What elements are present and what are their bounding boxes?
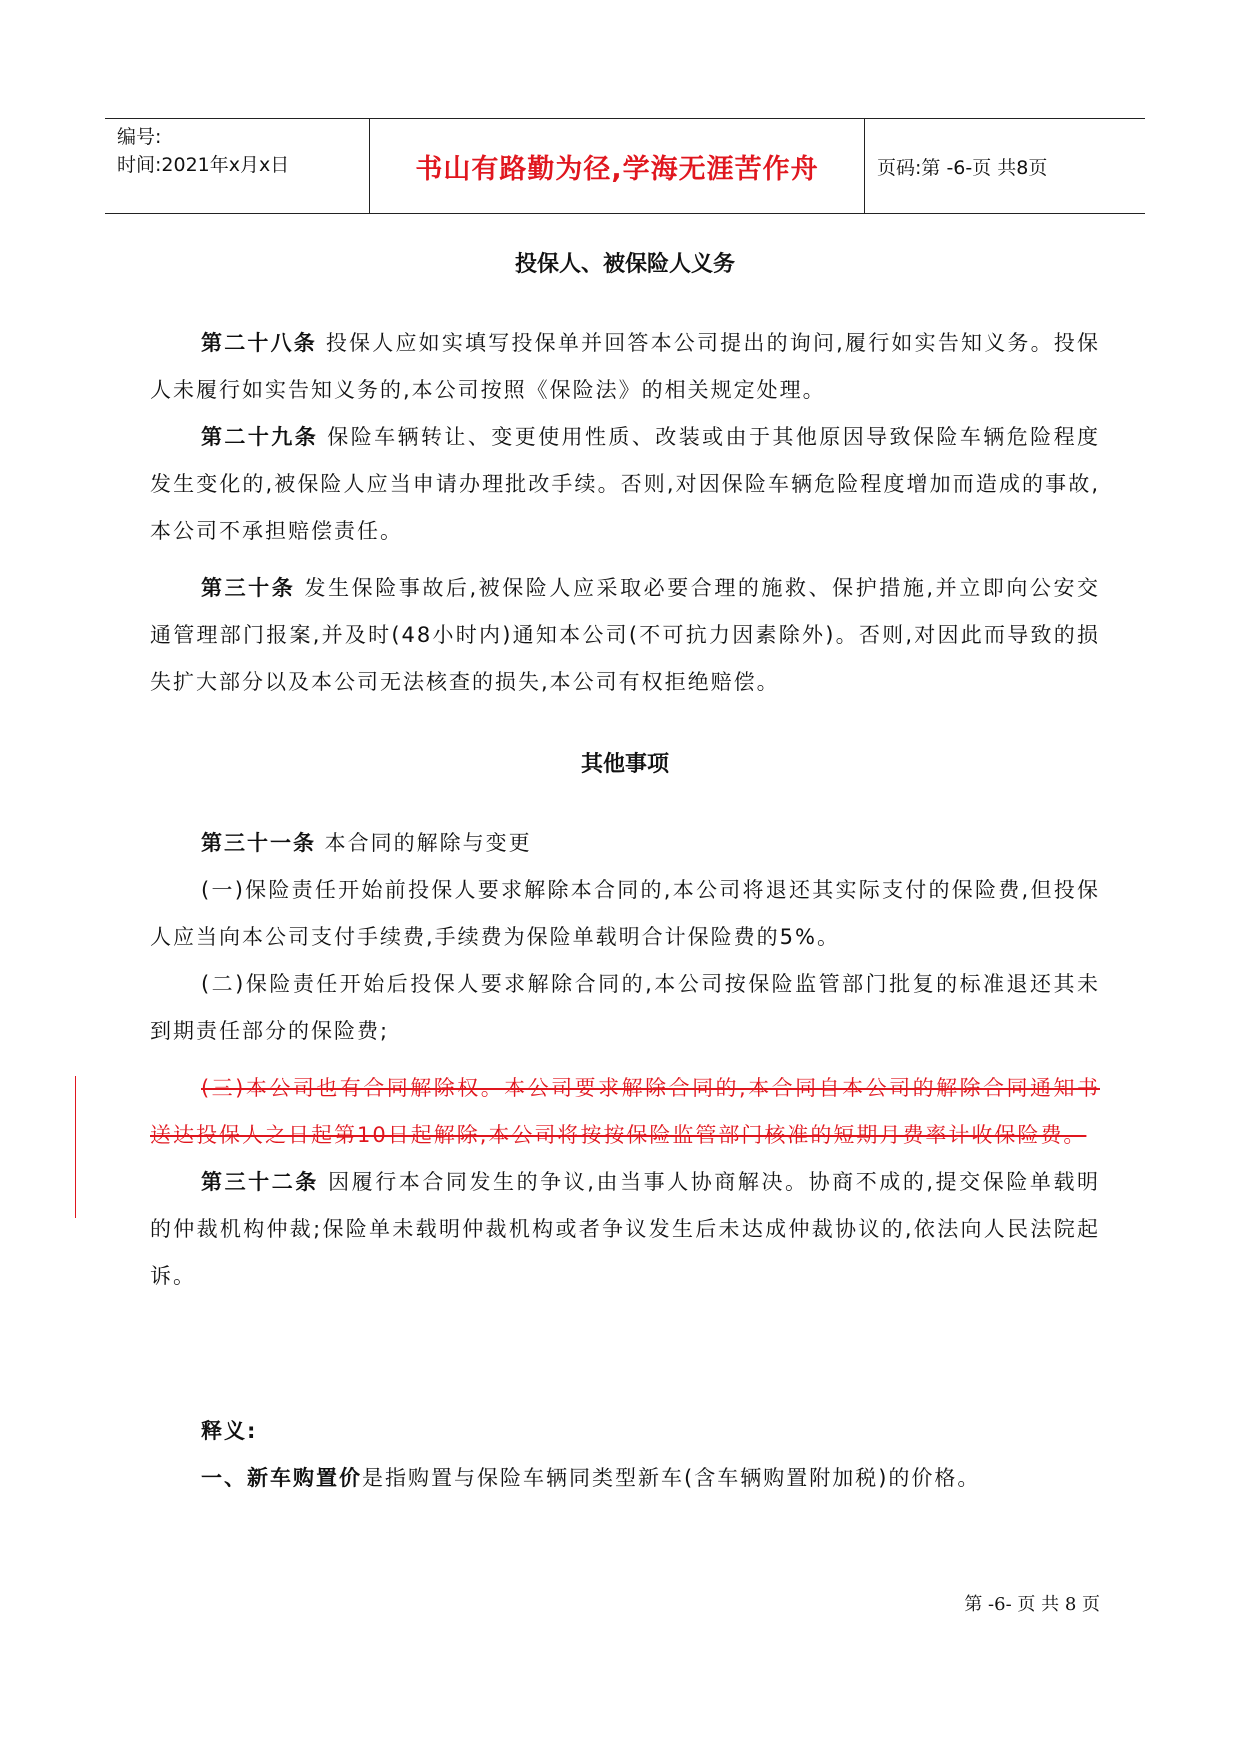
article-label: 第三十一条 (201, 831, 316, 855)
article-30 (150, 565, 1100, 706)
definitions-section (150, 1408, 1100, 1502)
header-page-cell (865, 119, 1145, 213)
definitions-heading: 释义: (201, 1419, 258, 1443)
document-date: 时间:2021年x月x日 (117, 154, 290, 176)
article-31 (150, 820, 1100, 867)
other-section (150, 820, 1100, 1300)
document-number-label: 编号: (117, 126, 162, 148)
article-text: 投保人应如实填写投保单并回答本公司提出的询问,履行如实告知义务。投保人未履行如实告知义务的,本公司按照《保险法》的相关规定处理。 (150, 331, 1100, 402)
article-label: 第三十二条 (201, 1170, 319, 1194)
definition-text: 是指购置与保险车辆同类型新车(含车辆购置附加税)的价格。 (362, 1466, 981, 1490)
article-31-item-3-deleted: (三)本公司也有合同解除权。本公司要求解除合同的,本合同自本公司的解除合同通知书送达投保人之日起第10日起解除,本公司将按按保险监管部门核准的短期月费率计收保险费。 (150, 1076, 1100, 1147)
header-motto-cell (370, 119, 865, 213)
article-28 (150, 320, 1100, 414)
article-label: 第二十九条 (201, 425, 319, 449)
header-motto: 书山有路勤为径,学海无涯苦作舟 (415, 153, 819, 185)
revision-change-bar (75, 1076, 76, 1218)
article-31-item-2: (二)保险责任开始后投保人要求解除合同的,本公司按保险监管部门批复的标准退还其未到期责任部分的保险费; (150, 972, 1100, 1043)
article-text: 发生保险事故后,被保险人应采取必要合理的施救、保护措施,并立即向公安交通管理部门报案,并及时(48小时内)通知本公司(不可抗力因素除外)。否则,对因此而导致的损失扩大部分以及本公司无法核查的损失,本公司有权拒绝赔偿。 (150, 576, 1101, 694)
article-29 (150, 414, 1100, 555)
article-32 (150, 1159, 1100, 1300)
article-text: 本合同的解除与变更 (316, 831, 532, 855)
article-label: 第二十八条 (201, 331, 317, 355)
page-footer-number: 第 -6- 页 共 8 页 (964, 1594, 1100, 1615)
header-meta-cell (105, 119, 370, 213)
definition-item-1 (150, 1455, 1100, 1502)
article-text: 因履行本合同发生的争议,由当事人协商解决。协商不成的,提交保险单载明的仲裁机构仲裁;保险单未载明仲裁机构或者争议发生后未达成仲裁协议的,依法向人民法院起诉。 (150, 1170, 1101, 1288)
article-text: 保险车辆转让、变更使用性质、改装或由于其他原因导致保险车辆危险程度发生变化的,被保险人应当申请办理批改手续。否则,对因保险车辆危险程度增加而造成的事故,本公司不承担赔偿责任。 (150, 425, 1100, 543)
header-page-info: 页码:第 -6-页 共8页 (877, 156, 1048, 179)
section-title-other: 其他事项 (580, 752, 669, 777)
article-label: 第三十条 (201, 576, 296, 600)
obligations-section (150, 320, 1100, 706)
definition-term: 一、新车购置价 (201, 1466, 362, 1490)
section-title-obligations: 投保人、被保险人义务 (514, 252, 735, 277)
article-31-item-1: (一)保险责任开始前投保人要求解除本合同的,本公司将退还其实际支付的保险费,但投保人应当向本公司支付手续费,手续费为保险单载明合计保险费的5%。 (150, 878, 1100, 949)
page-header (105, 118, 1145, 214)
